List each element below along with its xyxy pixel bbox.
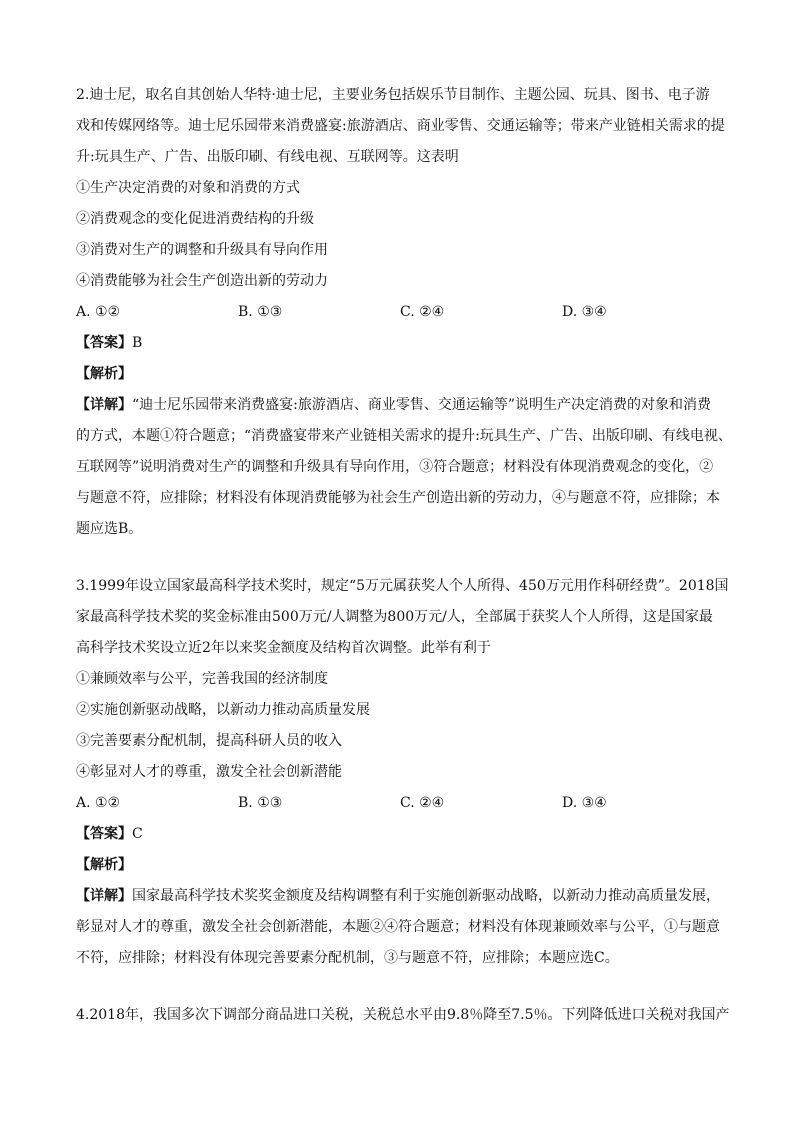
document-page: [76, 80, 732, 1031]
choice-a: A. ①②: [76, 795, 121, 811]
answer-line: [76, 819, 732, 850]
statement-option: ④彰显对人才的尊重，激发全社会创新潜能: [76, 764, 342, 780]
question-stem: [76, 571, 732, 664]
detail-paragraph: [76, 390, 732, 545]
choice-b: B. ①③: [238, 304, 283, 320]
analysis-label: 【解析】: [76, 857, 132, 873]
detail-label: 【详解】: [76, 888, 132, 904]
answer-label: 【答案】: [76, 335, 132, 351]
stem-line: 2.迪士尼，取名自其创始人华特·迪士尼，主要业务包括娱乐节目制作、主题公园、玩具、图书、电子游: [76, 87, 710, 103]
detail-label: 【详解】: [76, 397, 132, 413]
detail-line: 与题意不符，应排除；材料没有体现消费能够为社会生产创造出新的劳动力，④与题意不符，应排除；本: [76, 490, 720, 506]
question-4: [76, 1000, 732, 1031]
stem-line: 戏和传媒网络等。迪士尼乐园带来消费盛宴:旅游酒店、商业零售、交通运输等；带来产业链相关需求的提: [76, 118, 725, 134]
answer-line: [76, 328, 732, 359]
detail-line: 【详解】国家最高科学技术奖奖金额度及结构调整有利于实施创新驱动战略，以新动力推动高质量发展，: [76, 888, 720, 904]
choice-a: A. ①②: [76, 304, 121, 320]
spacer: [76, 974, 732, 1000]
detail-line: 不符，应排除；材料没有体现完善要素分配机制，③与题意不符，应排除；本题应选C。: [76, 950, 619, 966]
stem-line: 4.2018年，我国多次下调部分商品进口关税，关税总水平由9.8％降至7.5％。下列降低进口关税对我国产: [76, 1007, 730, 1023]
question-2: [76, 80, 732, 545]
choice-d: D. ③④: [562, 304, 607, 320]
analysis-label: 【解析】: [76, 366, 132, 382]
choice-b: B. ①③: [238, 795, 283, 811]
answer-value: B: [132, 335, 143, 351]
statement-option: ③消费对生产的调整和升级具有导向作用: [76, 242, 328, 258]
answer-value: C: [132, 826, 143, 842]
detail-paragraph: [76, 881, 732, 974]
statement-option: ①生产决定消费的对象和消费的方式: [76, 180, 300, 196]
stem-line: 3.1999年设立国家最高科学技术奖时，规定“5万元属获奖人个人所得、450万元用作科研经费”。2018国: [76, 578, 729, 594]
statement-option: ④消费能够为社会生产创造出新的劳动力: [76, 273, 328, 289]
statement-option: ③完善要素分配机制，提高科研人员的收入: [76, 733, 342, 749]
choice-c: C. ②④: [400, 304, 445, 320]
answer-label: 【答案】: [76, 826, 132, 842]
detail-line: 题应选B。: [76, 521, 143, 537]
analysis-line: [76, 850, 732, 881]
question-stem: [76, 80, 732, 173]
answer-choices: [76, 297, 732, 328]
stem-line: 升:玩具生产、广告、出版印刷、有线电视、互联网等。这表明: [76, 149, 459, 165]
stem-line: 高科学技术奖设立近2年以来奖金额度及结构首次调整。此举有利于: [76, 640, 491, 656]
question-3: [76, 571, 732, 974]
detail-line: 互联网等”说明消费对生产的调整和升级具有导向作用，③符合题意；材料没有体现消费观念的变化，②: [76, 459, 714, 475]
analysis-line: [76, 359, 732, 390]
spacer: [76, 545, 732, 571]
detail-line: 彰显对人才的尊重，激发全社会创新潜能，本题②④符合题意；材料没有体现兼顾效率与公平，①与题意: [76, 919, 720, 935]
statement-option: ②消费观念的变化促进消费结构的升级: [76, 211, 314, 227]
choice-d: D. ③④: [562, 795, 607, 811]
answer-choices: [76, 788, 732, 819]
detail-line: 的方式，本题①符合题意；“消费盛宴带来产业链相关需求的提升:玩具生产、广告、出版印刷、有线电视、: [76, 428, 732, 444]
statement-option: ②实施创新驱动战略，以新动力推动高质量发展: [76, 702, 370, 718]
detail-line: 【详解】“迪士尼乐园带来消费盛宴:旅游酒店、商业零售、交通运输等”说明生产决定消费的对象和消费: [76, 397, 712, 413]
question-stem: [76, 1000, 732, 1031]
stem-line: 家最高科学技术奖的奖金标准由500万元/人调整为800万元/人，全部属于获奖人个人所得，这是国家最: [76, 609, 713, 625]
statement-option: ①兼顾效率与公平，完善我国的经济制度: [76, 671, 328, 687]
choice-c: C. ②④: [400, 795, 445, 811]
